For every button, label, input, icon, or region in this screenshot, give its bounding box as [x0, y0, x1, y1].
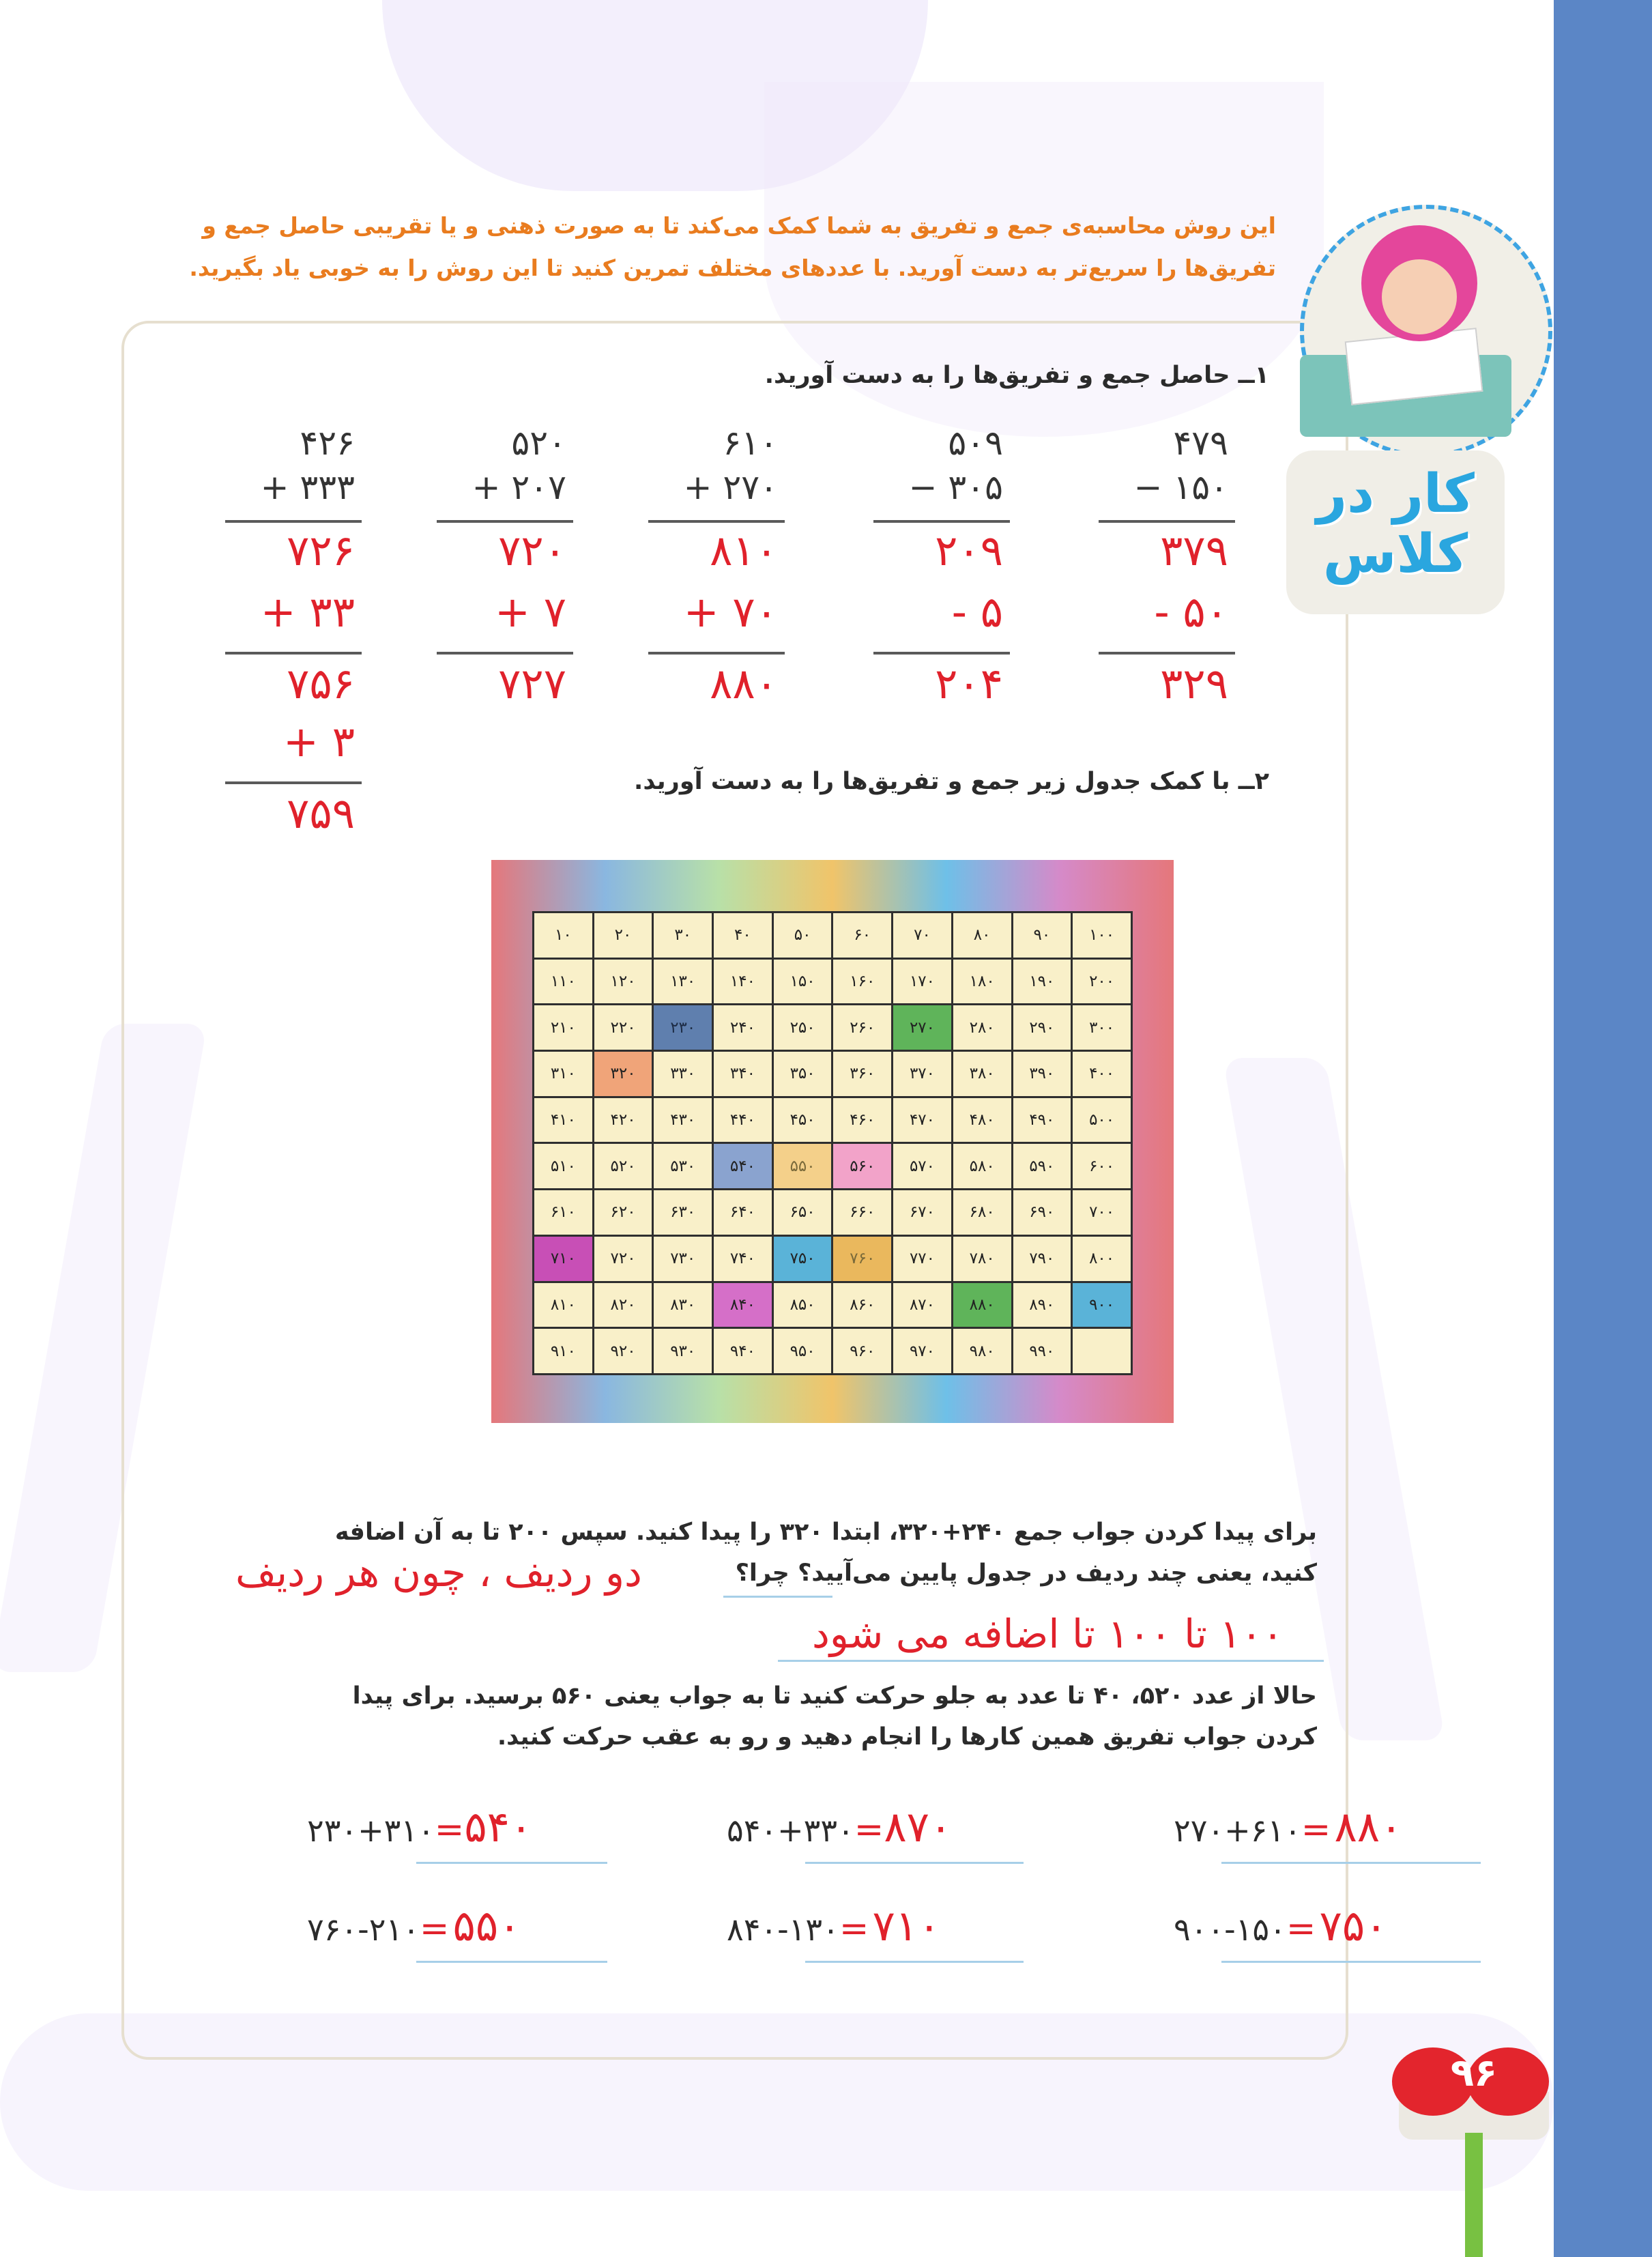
grid-cell: ۹۲۰ [593, 1328, 653, 1375]
grid-cell: ۵۴۰ [713, 1143, 773, 1190]
grid-cell: ۲۷۰ [893, 1005, 953, 1051]
grid-cell: ۲۳۰ [653, 1005, 713, 1051]
grid-cell: ۴۰ [713, 912, 773, 959]
equals-sign: = [854, 1809, 884, 1850]
equation-underline [805, 1862, 1024, 1864]
badge-title-line-1: کار در [1316, 463, 1475, 525]
grid-cell: ۵۹۰ [1012, 1143, 1072, 1190]
intro-text [157, 205, 1276, 289]
final-result: ۳۲۹ [1160, 659, 1228, 708]
grid-cell: ۱۶۰ [832, 958, 893, 1005]
rule [873, 520, 1010, 523]
grid-cell: ۵۷۰ [893, 1143, 953, 1190]
grid-cell: ۲۶۰ [832, 1005, 893, 1051]
table-row [534, 1282, 1132, 1328]
grid-cell: ۱۵۰ [772, 958, 832, 1005]
grid-cell: ۴۶۰ [832, 1097, 893, 1143]
grid-cell: ۹۴۰ [713, 1328, 773, 1375]
operand: + ۲۷۰ [683, 468, 778, 507]
grid-cell: ۵۰۰ [1072, 1097, 1132, 1143]
grid-cell: ۸۷۰ [893, 1282, 953, 1328]
rule [648, 652, 785, 655]
grid-cell: ۶۴۰ [713, 1190, 773, 1236]
grid-cell: ۷۷۰ [893, 1235, 953, 1282]
grid-cell: ۵۱۰ [534, 1143, 594, 1190]
grid-cell: ۴۵۰ [772, 1097, 832, 1143]
final-result: ۸۸۰ [710, 659, 778, 708]
step-result: ۷۲۶ [287, 526, 355, 575]
equation-answer: ۸۸۰ [1334, 1802, 1403, 1852]
step-result: ۳۷۹ [1160, 526, 1228, 575]
explanation-line-1: برای پیدا کردن جواب جمع ۲۴۰+۳۲۰، ابتدا ۳۲۰ را پیدا کنید. سپس ۲۰۰ تا به آن اضافه [334, 1519, 1317, 1546]
step-operand-2: + ۳ [283, 717, 355, 766]
grid-cell: ۷۰ [893, 912, 953, 959]
grid-cell: ۹۶۰ [832, 1328, 893, 1375]
grid-cell: ۶۰ [832, 912, 893, 959]
answer-underline [778, 1660, 1324, 1662]
grid-cell: ۲۲۰ [593, 1005, 653, 1051]
grid-cell: ۵۰ [772, 912, 832, 959]
grid-cell: ۷۵۰ [772, 1235, 832, 1282]
grid-cell: ۴۸۰ [952, 1097, 1012, 1143]
grid-cell: ۶۲۰ [593, 1190, 653, 1236]
grid-cell: ۷۹۰ [1012, 1235, 1072, 1282]
grid-cell: ۹۹۰ [1012, 1328, 1072, 1375]
step-result: ۷۲۰ [498, 526, 566, 575]
equation-expression: ۵۴۰+۳۳۰ [727, 1812, 854, 1849]
grid-cell: ۳۱۰ [534, 1051, 594, 1097]
equation [307, 1802, 532, 1852]
grid-cell: ۸۸۰ [952, 1282, 1012, 1328]
grid-cell: ۸۵۰ [772, 1282, 832, 1328]
grid-cell: ۳۶۰ [832, 1051, 893, 1097]
grid-cell: ۶۷۰ [893, 1190, 953, 1236]
final-result: ۷۵۹ [287, 788, 355, 838]
equation-underline [416, 1961, 607, 1963]
grid-cell: ۳۲۰ [593, 1051, 653, 1097]
grid-cell: ۷۳۰ [653, 1235, 713, 1282]
equation-underline [416, 1862, 607, 1864]
equation-answer: ۷۵۰ [1319, 1901, 1388, 1951]
answer-underline [723, 1596, 832, 1598]
equation [727, 1802, 952, 1852]
step-result-2: ۷۵۶ [287, 659, 355, 708]
intro-line-1: این روش محاسبه‌ی جمع و تفریق به شما کمک می‌کند تا به صورت ذهنی و یا تقریبی حاصل جمع و [202, 212, 1276, 239]
step-operand: + ۷ [495, 587, 566, 637]
equation [1174, 1802, 1402, 1852]
answer-line-1: دو ردیف ، چون هر ردیف [235, 1549, 642, 1596]
grid-cell: ۸۶۰ [832, 1282, 893, 1328]
badge-title-line-2: کلاس [1322, 523, 1468, 585]
final-result: ۷۲۷ [498, 659, 566, 708]
top-number: ۴۷۹ [1173, 423, 1228, 463]
grid-cell: ۲۰۰ [1072, 958, 1132, 1005]
grid-cell: ۵۸۰ [952, 1143, 1012, 1190]
grid-cell: ۹۸۰ [952, 1328, 1012, 1375]
grid-cell: ۴۷۰ [893, 1097, 953, 1143]
grid-cell: ۳۰ [653, 912, 713, 959]
rule [648, 520, 785, 523]
table-row [534, 1051, 1132, 1097]
grid-cell: ۱۰ [534, 912, 594, 959]
page-number-stem [1465, 2133, 1483, 2257]
grid-cell: ۲۸۰ [952, 1005, 1012, 1051]
grid-cell: ۴۴۰ [713, 1097, 773, 1143]
grid-cell: ۳۳۰ [653, 1051, 713, 1097]
grid-cell: ۹۱۰ [534, 1328, 594, 1375]
equals-sign: = [839, 1908, 869, 1949]
operand: + ۲۰۷ [472, 468, 566, 507]
page-number: ۹۶ [1450, 2051, 1498, 2095]
question-2: ۲ــ با کمک جدول زیر جمع و تفریق‌ها را به دست آورید. [634, 768, 1269, 795]
grid-cell: ۷۶۰ [832, 1235, 893, 1282]
equals-sign: = [419, 1908, 450, 1949]
grid-cell: ۱۴۰ [713, 958, 773, 1005]
equals-sign: = [434, 1809, 465, 1850]
step-operand: - ۵۰ [1154, 587, 1228, 637]
table-row [534, 1190, 1132, 1236]
grid-cell: ۵۵۰ [772, 1143, 832, 1190]
grid-cell [1072, 1328, 1132, 1375]
step-result: ۸۱۰ [710, 526, 778, 575]
grid-cell: ۴۱۰ [534, 1097, 594, 1143]
explanation-line-3: حالا از عدد ۵۲۰، ۴۰ تا عدد به جلو حرکت کنید تا به جواب یعنی ۵۶۰ برسید. برای پیدا [352, 1682, 1317, 1710]
page-number-badge [1392, 2034, 1559, 2136]
grid-cell: ۹۰۰ [1072, 1282, 1132, 1328]
girl-face-illustration [1382, 259, 1457, 334]
rule [873, 652, 1010, 655]
intro-line-2: تفریق‌ها را سریع‌تر به دست آورید. با عددهای مختلف تمرین کنید تا این روش را به خوبی یاد بگیرید. [189, 255, 1276, 281]
equals-sign: = [1286, 1908, 1316, 1949]
table-row [534, 1235, 1132, 1282]
grid-cell: ۳۸۰ [952, 1051, 1012, 1097]
grid-cell: ۸۱۰ [534, 1282, 594, 1328]
grid-cell: ۶۸۰ [952, 1190, 1012, 1236]
grid-cell: ۸۲۰ [593, 1282, 653, 1328]
top-number: ۶۱۰ [723, 423, 778, 463]
grid-cell: ۶۹۰ [1012, 1190, 1072, 1236]
grid-cell: ۸۳۰ [653, 1282, 713, 1328]
equation-answer: ۵۵۰ [452, 1901, 521, 1951]
grid-cell: ۱۲۰ [593, 958, 653, 1005]
step-operand: + ۷۰ [683, 587, 778, 637]
grid-cell: ۲۵۰ [772, 1005, 832, 1051]
rule [1099, 520, 1235, 523]
answer-line-2: ۱۰۰ تا ۱۰۰ تا اضافه می شود [812, 1611, 1284, 1657]
grid-cell: ۲۹۰ [1012, 1005, 1072, 1051]
operand: − ۱۵۰ [1133, 468, 1228, 507]
rule [225, 520, 362, 523]
grid-cell: ۷۲۰ [593, 1235, 653, 1282]
table-row [534, 912, 1132, 959]
equation-expression: ۹۰۰-۱۵۰ [1174, 1911, 1286, 1948]
grid-cell: ۱۰۰ [1072, 912, 1132, 959]
grid-cell: ۳۹۰ [1012, 1051, 1072, 1097]
classwork-badge [1300, 205, 1554, 614]
grid-cell: ۳۵۰ [772, 1051, 832, 1097]
grid-cell: ۱۷۰ [893, 958, 953, 1005]
grid-cell: ۵۳۰ [653, 1143, 713, 1190]
operand: + ۳۳۳ [260, 468, 355, 507]
grid-cell: ۳۴۰ [713, 1051, 773, 1097]
question-1: ۱ــ حاصل جمع و تفریق‌ها را به دست آورید. [764, 362, 1269, 389]
grid-cell: ۹۷۰ [893, 1328, 953, 1375]
grid-cell: ۴۳۰ [653, 1097, 713, 1143]
equation-answer: ۸۷۰ [884, 1802, 953, 1852]
grid-cell: ۸۰۰ [1072, 1235, 1132, 1282]
grid-cell: ۹۳۰ [653, 1328, 713, 1375]
step-result: ۲۰۹ [935, 526, 1003, 575]
rule [437, 652, 573, 655]
explanation-line-2: کنید، یعنی چند ردیف در جدول پایین می‌آیید؟ چرا؟ [735, 1559, 1317, 1587]
grid-cell: ۷۱۰ [534, 1235, 594, 1282]
equation-expression: ۷۶۰-۲۱۰ [307, 1911, 420, 1948]
equation-underline [805, 1961, 1024, 1963]
grid-cell: ۷۴۰ [713, 1235, 773, 1282]
hundreds-grid-frame [491, 860, 1174, 1423]
grid-cell: ۴۲۰ [593, 1097, 653, 1143]
grid-cell: ۷۸۰ [952, 1235, 1012, 1282]
rule [225, 652, 362, 655]
grid-cell: ۱۳۰ [653, 958, 713, 1005]
top-number: ۴۲۶ [300, 423, 355, 463]
equation-expression: ۸۴۰-۱۳۰ [727, 1911, 839, 1948]
equation-expression: ۲۳۰+۳۱۰ [307, 1812, 435, 1849]
grid-cell: ۶۳۰ [653, 1190, 713, 1236]
equation-answer: ۷۱۰ [872, 1901, 941, 1951]
grid-cell: ۱۱۰ [534, 958, 594, 1005]
grid-cell: ۹۵۰ [772, 1328, 832, 1375]
table-row [534, 958, 1132, 1005]
grid-cell: ۳۰۰ [1072, 1005, 1132, 1051]
equals-sign: = [1301, 1809, 1331, 1850]
rule [1099, 652, 1235, 655]
explanation-line-4: کردن جواب تفریق همین کارها را انجام دهید و رو به عقب حرکت کنید. [497, 1723, 1317, 1751]
top-number: ۵۰۹ [948, 423, 1003, 463]
grid-cell: ۲۴۰ [713, 1005, 773, 1051]
rule [437, 520, 573, 523]
grid-cell: ۵۶۰ [832, 1143, 893, 1190]
operand: − ۳۰۵ [908, 468, 1003, 507]
table-row [534, 1097, 1132, 1143]
equation-underline [1221, 1862, 1481, 1864]
grid-cell: ۶۱۰ [534, 1190, 594, 1236]
badge-title [1286, 464, 1505, 584]
equation [307, 1901, 521, 1951]
table-row [534, 1328, 1132, 1375]
grid-cell: ۴۹۰ [1012, 1097, 1072, 1143]
step-operand: - ۵ [951, 587, 1003, 637]
step-operand: + ۳۳ [260, 587, 355, 637]
grid-cell: ۶۵۰ [772, 1190, 832, 1236]
top-number: ۵۲۰ [511, 423, 566, 463]
grid-cell: ۹۰ [1012, 912, 1072, 959]
rule [225, 781, 362, 784]
final-result: ۲۰۴ [935, 659, 1003, 708]
grid-cell: ۸۹۰ [1012, 1282, 1072, 1328]
grid-cell: ۳۷۰ [893, 1051, 953, 1097]
equation-answer: ۵۴۰ [464, 1802, 533, 1852]
grid-cell: ۲۱۰ [534, 1005, 594, 1051]
grid-cell: ۶۶۰ [832, 1190, 893, 1236]
grid-cell: ۸۰ [952, 912, 1012, 959]
side-strip [1554, 0, 1652, 2257]
grid-cell: ۲۰ [593, 912, 653, 959]
grid-cell: ۵۲۰ [593, 1143, 653, 1190]
equation-underline [1221, 1961, 1481, 1963]
table-row [534, 1143, 1132, 1190]
grid-cell: ۶۰۰ [1072, 1143, 1132, 1190]
equation-expression: ۲۷۰+۶۱۰ [1174, 1812, 1301, 1849]
explanation-paragraph-2 [259, 1676, 1317, 1757]
equation [727, 1901, 940, 1951]
grid-cell: ۷۰۰ [1072, 1190, 1132, 1236]
grid-cell: ۱۹۰ [1012, 958, 1072, 1005]
grid-cell: ۴۰۰ [1072, 1051, 1132, 1097]
equation [1174, 1901, 1387, 1951]
grid-cell: ۸۴۰ [713, 1282, 773, 1328]
grid-cell: ۱۸۰ [952, 958, 1012, 1005]
table-row [534, 1005, 1132, 1051]
number-table [532, 911, 1133, 1375]
